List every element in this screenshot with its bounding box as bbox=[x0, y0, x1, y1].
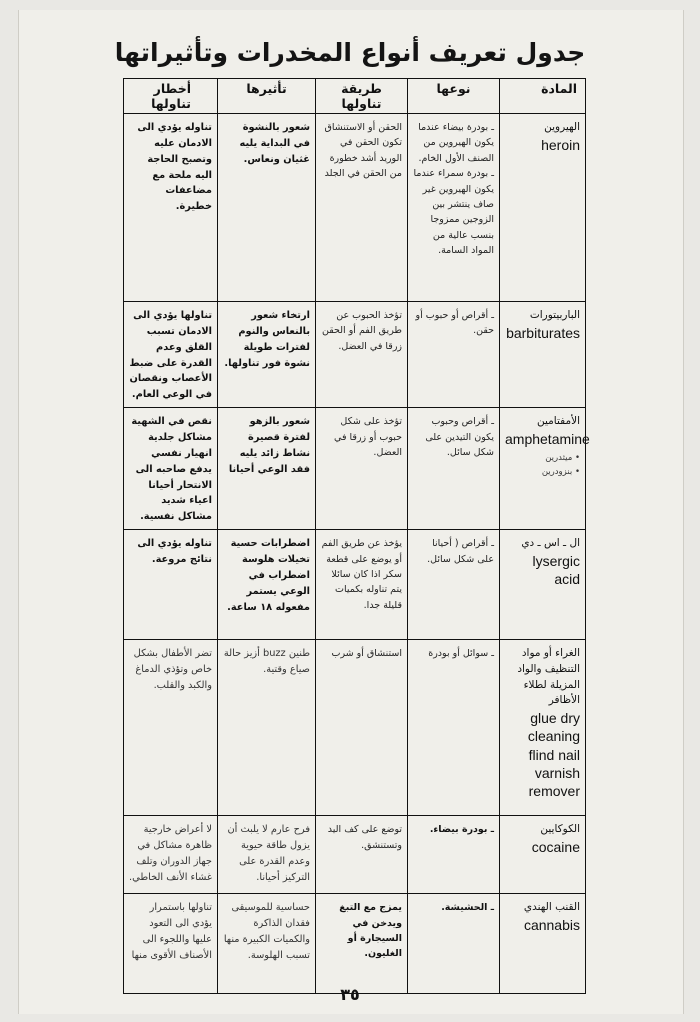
effects-cell: طنين buzz أزيز حالة صياع وقتية. bbox=[218, 640, 316, 816]
substance-english-name: barbiturates bbox=[506, 324, 580, 341]
method-cell: توضع على كف اليد وتستنشق. bbox=[316, 816, 408, 894]
method-cell: يؤخذ عن طريق الفم أو يوضع على قطعة سكر اذا كان سائلا يتم تناوله بكميات قليلة جدا. bbox=[316, 530, 408, 640]
substance-cell bbox=[500, 302, 586, 408]
table-row bbox=[124, 302, 586, 408]
substance-english-name: cocaine bbox=[531, 838, 580, 855]
effects-cell: شعور بالزهو لفترة قصيرة نشاط زائد يليه فقد الوعي أحيانا bbox=[218, 408, 316, 530]
header-risks: أخطار تناولها bbox=[124, 79, 218, 114]
substance-cell bbox=[500, 114, 586, 302]
risks-cell: تناولها يؤدي الى الادمان تسبب القلق وعدم القدرة على ضبط الأعصاب ونقصان في الوعي العام. bbox=[124, 302, 218, 408]
table-row bbox=[124, 530, 586, 640]
substance-cell bbox=[500, 408, 590, 530]
type-cell: ـ أقراص ( أحيانا على شكل سائل. bbox=[408, 530, 500, 640]
type-cell: ـ أقراص وحبوب يكون التيدين على شكل سائل. bbox=[408, 408, 500, 530]
type-cell: ـ بودرة بيضاء. bbox=[408, 816, 500, 894]
method-cell: استنشاق أو شرب bbox=[316, 640, 408, 816]
risks-cell: تناولها باستمرار يؤدي الى التعود عليها واللجوء الى الأصناف الأقوى منها bbox=[124, 894, 218, 994]
substance-arabic-name: الباربيتورات bbox=[529, 309, 580, 321]
page-number: ٣٥ bbox=[340, 985, 360, 1004]
effects-cell: حساسية للموسيقى فقدان الذاكرة والكميات الكبيرة منها تسبب الهلوسة. bbox=[218, 894, 316, 994]
variant-list bbox=[505, 452, 580, 479]
table-row bbox=[124, 640, 586, 816]
risks-cell: تناوله يؤدي الى نتائج مروعة. bbox=[124, 530, 218, 640]
risks-cell: تناوله يؤدي الى الادمان عليه وتصبح الحاجة اليه ملحة مع مضاعفات خطيرة. bbox=[124, 114, 218, 302]
effects-cell: ارتخاء شعور بالنعاس والنوم لفترات طويلة نشوة فور تناولها. bbox=[218, 302, 316, 408]
table-row bbox=[124, 816, 586, 894]
drugs-table bbox=[123, 78, 590, 994]
risks-cell: لا أعراض خارجية ظاهرة مشاكل في جهاز الدوران وتلف غشاء الأنف الخاطي. bbox=[124, 816, 218, 894]
substance-arabic-name: الكوكايين bbox=[540, 823, 580, 836]
effects-cell: فرح عارم لا يلبث أن يزول طاقة حيوية وعدم القدرة على التركيز أحيانا. bbox=[218, 816, 316, 894]
substance-arabic-name: ال ـ اس ـ دي bbox=[521, 537, 580, 550]
substance-arabic-name: القنب الهندي bbox=[523, 901, 580, 914]
method-cell: تؤخذ على شكل حبوب أو زرقا في العضل. bbox=[316, 408, 408, 530]
substance-cell bbox=[500, 640, 586, 816]
table-row bbox=[124, 894, 586, 994]
variant-item: • بنزودرين bbox=[505, 466, 580, 480]
type-cell: ـ سوائل أو بودرة bbox=[408, 640, 500, 816]
substance-arabic-name: الهيروين bbox=[544, 121, 580, 133]
substance-arabic-name: الغراء أو مواد التنظيف والواد المزيلة لطلاء الأظافر bbox=[517, 647, 580, 707]
substance-cell bbox=[500, 530, 586, 640]
method-cell: تؤخذ الحبوب عن طريق الفم أو الحقن زرقا في العضل. bbox=[316, 302, 408, 408]
table-row bbox=[124, 408, 586, 530]
page-title: جدول تعريف أنواع المخدرات وتأثيراتها bbox=[114, 38, 586, 67]
substance-english-name: lysergic acid bbox=[532, 552, 580, 588]
substance-arabic-name: الأمفتامين bbox=[537, 415, 580, 428]
table-row bbox=[124, 114, 586, 302]
variant-item: • ميثدرين bbox=[505, 452, 580, 466]
substance-english-name: glue dry cleaning flind nail varnish remover bbox=[527, 710, 580, 799]
header-type: نوعها bbox=[408, 79, 500, 114]
effects-cell: اضطرابات حسية تخيلات هلوسة اضطراب في الوعي يستمر مفعوله ١٨ ساعة. bbox=[218, 530, 316, 640]
type-cell: ـ بودرة بيضاء عندما يكون الهيروين من الصنف الأول الخام. ـ بودرة سمراء عندما يكون الهيروين غير صاف ينتشر بين الزوجين ممزوجا بنسب عالية من المواد السامة. bbox=[408, 114, 500, 302]
header-method: طريقة تناولها bbox=[316, 79, 408, 114]
method-cell: يمزج مع التبغ ويدخن في السيجارة أو الغليون. bbox=[316, 894, 408, 994]
method-cell: الحقن أو الاستنشاق تكون الحقن في الوريد أشد خطورة من الحقن في الجلد bbox=[316, 114, 408, 302]
effects-cell: شعور بالنشوة في البداية يليه غثيان ونعاس. bbox=[218, 114, 316, 302]
substance-english-name: amphetamine bbox=[505, 430, 590, 447]
substance-english-name: cannabis bbox=[523, 916, 580, 933]
header-substance: المادة bbox=[500, 79, 586, 114]
substance-cell bbox=[500, 894, 586, 994]
risks-cell: تضر الأطفال بشكل خاص وتؤذي الدماغ والكبد والقلب. bbox=[124, 640, 218, 816]
table-header-row bbox=[124, 79, 586, 114]
header-effects: تأثيرها bbox=[218, 79, 316, 114]
substance-cell bbox=[500, 816, 586, 894]
type-cell: ـ الحشيشة. bbox=[408, 894, 500, 994]
substance-english-name: heroin bbox=[541, 136, 580, 153]
risks-cell: نقص في الشهية مشاكل جلدية انهيار نفسي يدفع صاحبه الى الانتحار أحيانا اعياء شديد مشاكل نفسية. bbox=[124, 408, 218, 530]
type-cell: ـ أقراص أو حبوب أو حقن. bbox=[408, 302, 500, 408]
